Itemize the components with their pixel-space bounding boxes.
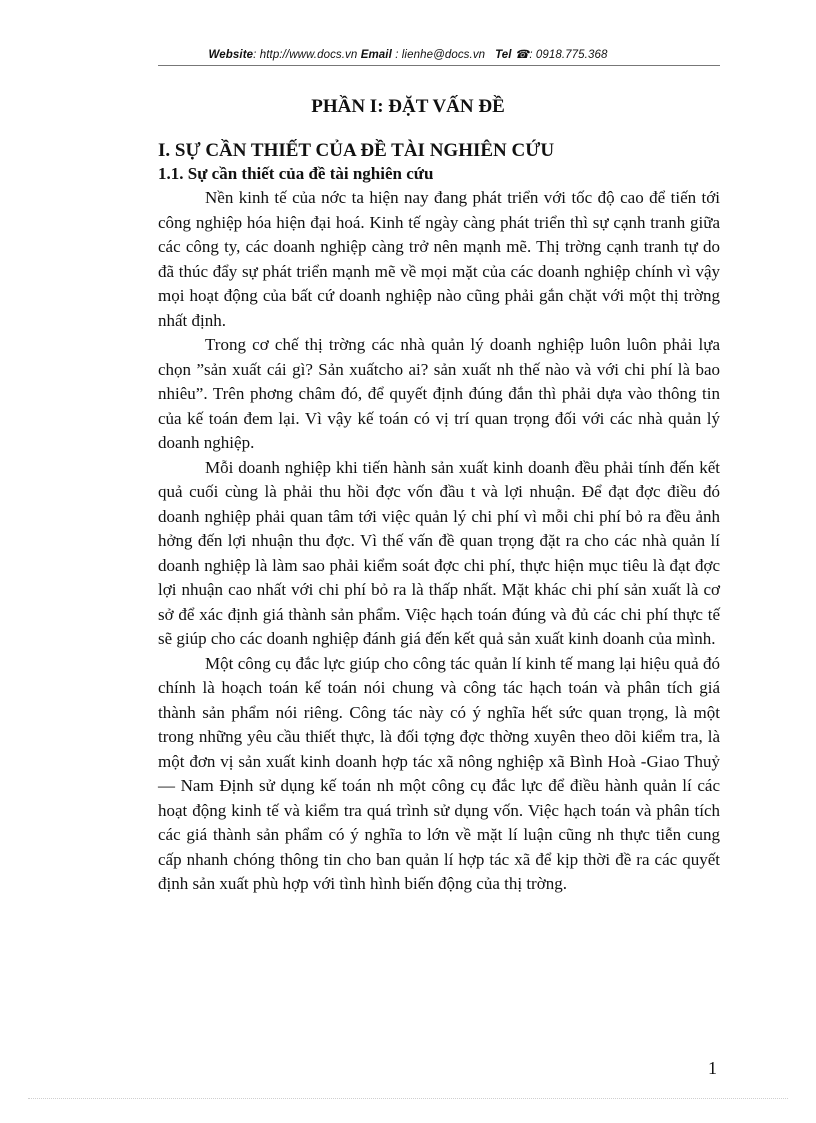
paragraph-4: Một công cụ đắc lực giúp cho công tác quản lí kinh tế mang lại hiệu quả đó chính là hoạch toán kế toán nói chung và công tác hạch toán và phân tích giá thành sản phẩm nói riêng. Công tác này có ý nghĩa hết sức quan trọng, là một trong những yêu cầu thiết thực, là đối tợng đợc thờng xuyên theo dõi kiểm tra, là một đơn vị sản xuất kinh doanh hợp tác xã nông nghiệp xã Bình Hoà -Giao Thuỷ — Nam Định sử dụng kế toán nh một công cụ đắc lực để điều hành quản lí các hoạt động kinh tế và kiểm tra quá trình sử dụng vốn. Việc hạch toán và phân tích các giá thành sản phẩm có ý nghĩa to lớn về mặt lí luận cũng nh thực tiễn cung cấp nhanh chóng thông tin cho ban quản lí hợp tác xã để kịp thời đề ra các quyết định sản xuất phù hợp với tình hình biến động của thị trờng. bbox=[158, 653, 720, 893]
website-value[interactable]: : http://www.docs.vn bbox=[253, 49, 358, 61]
tel-label: Tel bbox=[495, 49, 512, 61]
tel-value: : 0918.775.368 bbox=[529, 49, 608, 61]
header-divider bbox=[158, 65, 720, 66]
subsection-title: 1.1. Sự cần thiết của đề tài nghiên cứu bbox=[158, 164, 434, 183]
body-text bbox=[158, 186, 720, 897]
page-header bbox=[0, 47, 816, 61]
phone-icon: ☎ bbox=[514, 49, 530, 61]
email-label: Email bbox=[360, 49, 392, 61]
paragraph-3: Mỗi doanh nghiệp khi tiến hành sản xuất kinh doanh đều phải tính đến kết quả cuối cùng là phải thu hồi đợc vốn đầu t và lợi nhuận. Để đạt đợc điều đó doanh nghiệp phải quan tâm tới việc quản lý chi phí vì mỗi chi phí bỏ ra đều ảnh hởng đến lợi nhuận thu đợc. Vì thế vấn đề quan trọng đặt ra cho các nhà quản lí doanh nghiệp là làm sao phải kiểm soát đợc chi phí, thực hiện mục tiêu là đạt đợc lợi nhuận cao nhất với chi phí bỏ ra là thấp nhất. Mặt khác chi phí sản xuất là cơ sở để xác định giá thành sản phẩm. Việc hạch toán đúng và đủ các chi phí thực tế sẽ giúp cho các doanh nghiệp đánh giá đến kết quả sản xuất kinh doanh của mình. bbox=[158, 457, 720, 648]
paragraph-2: Trong cơ chế thị trờng các nhà quản lý doanh nghiệp luôn luôn phải lựa chọn ”sản xuất cái gì? Sản xuấtcho ai? sản xuất nh thế nào và với chi phí là bao nhiêu”. Trên phơng châm đó, để quyết định đúng đắn thì phải dựa vào thông tin của kế toán đem lại. Vì vậy kế toán có vị trí quan trọng đối với các nhà quản lý doanh nghiệp. bbox=[158, 335, 720, 452]
paragraph-1: Nền kinh tế của nớc ta hiện nay đang phát triển với tốc độ cao để tiến tới công nghiệp hóa hiện đại hoá. Kinh tế ngày càng phát triển thì sự cạnh tranh giữa các công ty, các doanh nghiệp càng trở nên mạnh mẽ. Thị trờng cạnh tranh tự do đã thúc đẩy sự phát triển mạnh mẽ về mọi mặt của các doanh nghiệp chính vì vậy mọi hoạt động của bất cứ doanh nghiệp nào cũng phải gắn chặt với một thị trờng nhất định. bbox=[158, 188, 720, 330]
section-title: I. SỰ CẦN THIẾT CỦA ĐỀ TÀI NGHIÊN CỨU bbox=[158, 140, 555, 161]
part-title: PHẦN I: ĐẶT VẤN ĐỀ bbox=[311, 96, 505, 117]
page-number: 1 bbox=[708, 1058, 717, 1078]
website-label: Website bbox=[208, 49, 254, 61]
footer-divider bbox=[28, 1098, 788, 1099]
email-value[interactable]: : lienhe@docs.vn bbox=[395, 49, 486, 61]
